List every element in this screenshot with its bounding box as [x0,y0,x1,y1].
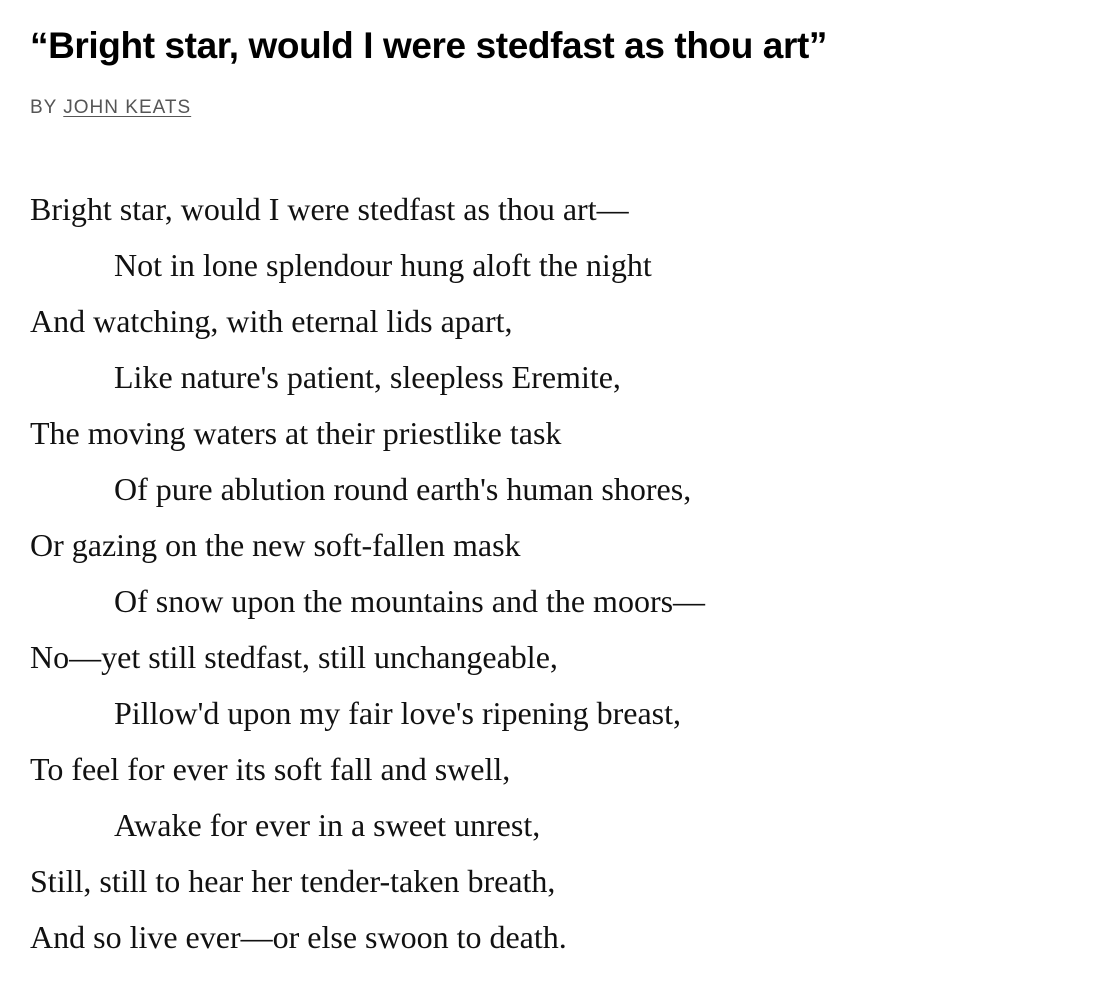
poem-line: And so live ever—or else swoon to death. [30,919,567,955]
poem-body [30,181,1080,965]
poem-line: Of snow upon the mountains and the moors— [114,583,706,619]
poem-line: Of pure ablution round earth's human shores, [114,471,692,507]
poem-line: And watching, with eternal lids apart, [30,303,513,339]
poem-line: Bright star, would I were stedfast as thou art— [30,191,629,227]
poem-line: Or gazing on the new soft-fallen mask [30,527,521,563]
byline [30,96,1080,120]
poem-line: Still, still to hear her tender-taken breath, [30,863,556,899]
poem-line: To feel for ever its soft fall and swell, [30,751,511,787]
poem-line: Awake for ever in a sweet unrest, [114,807,541,843]
poem-title: “Bright star, would I were stedfast as thou art” [30,25,828,66]
byline-prefix: BY [30,97,64,118]
poem-line: Pillow'd upon my fair love's ripening breast, [114,695,681,731]
poem-line: The moving waters at their priestlike task [30,415,562,451]
poem-page [30,20,1080,965]
poem-line: No—yet still stedfast, still unchangeable, [30,639,558,675]
poem-line: Like nature's patient, sleepless Eremite, [114,359,621,395]
poem-line: Not in lone splendour hung aloft the night [114,247,652,283]
author-link[interactable]: JOHN KEATS [63,97,192,118]
